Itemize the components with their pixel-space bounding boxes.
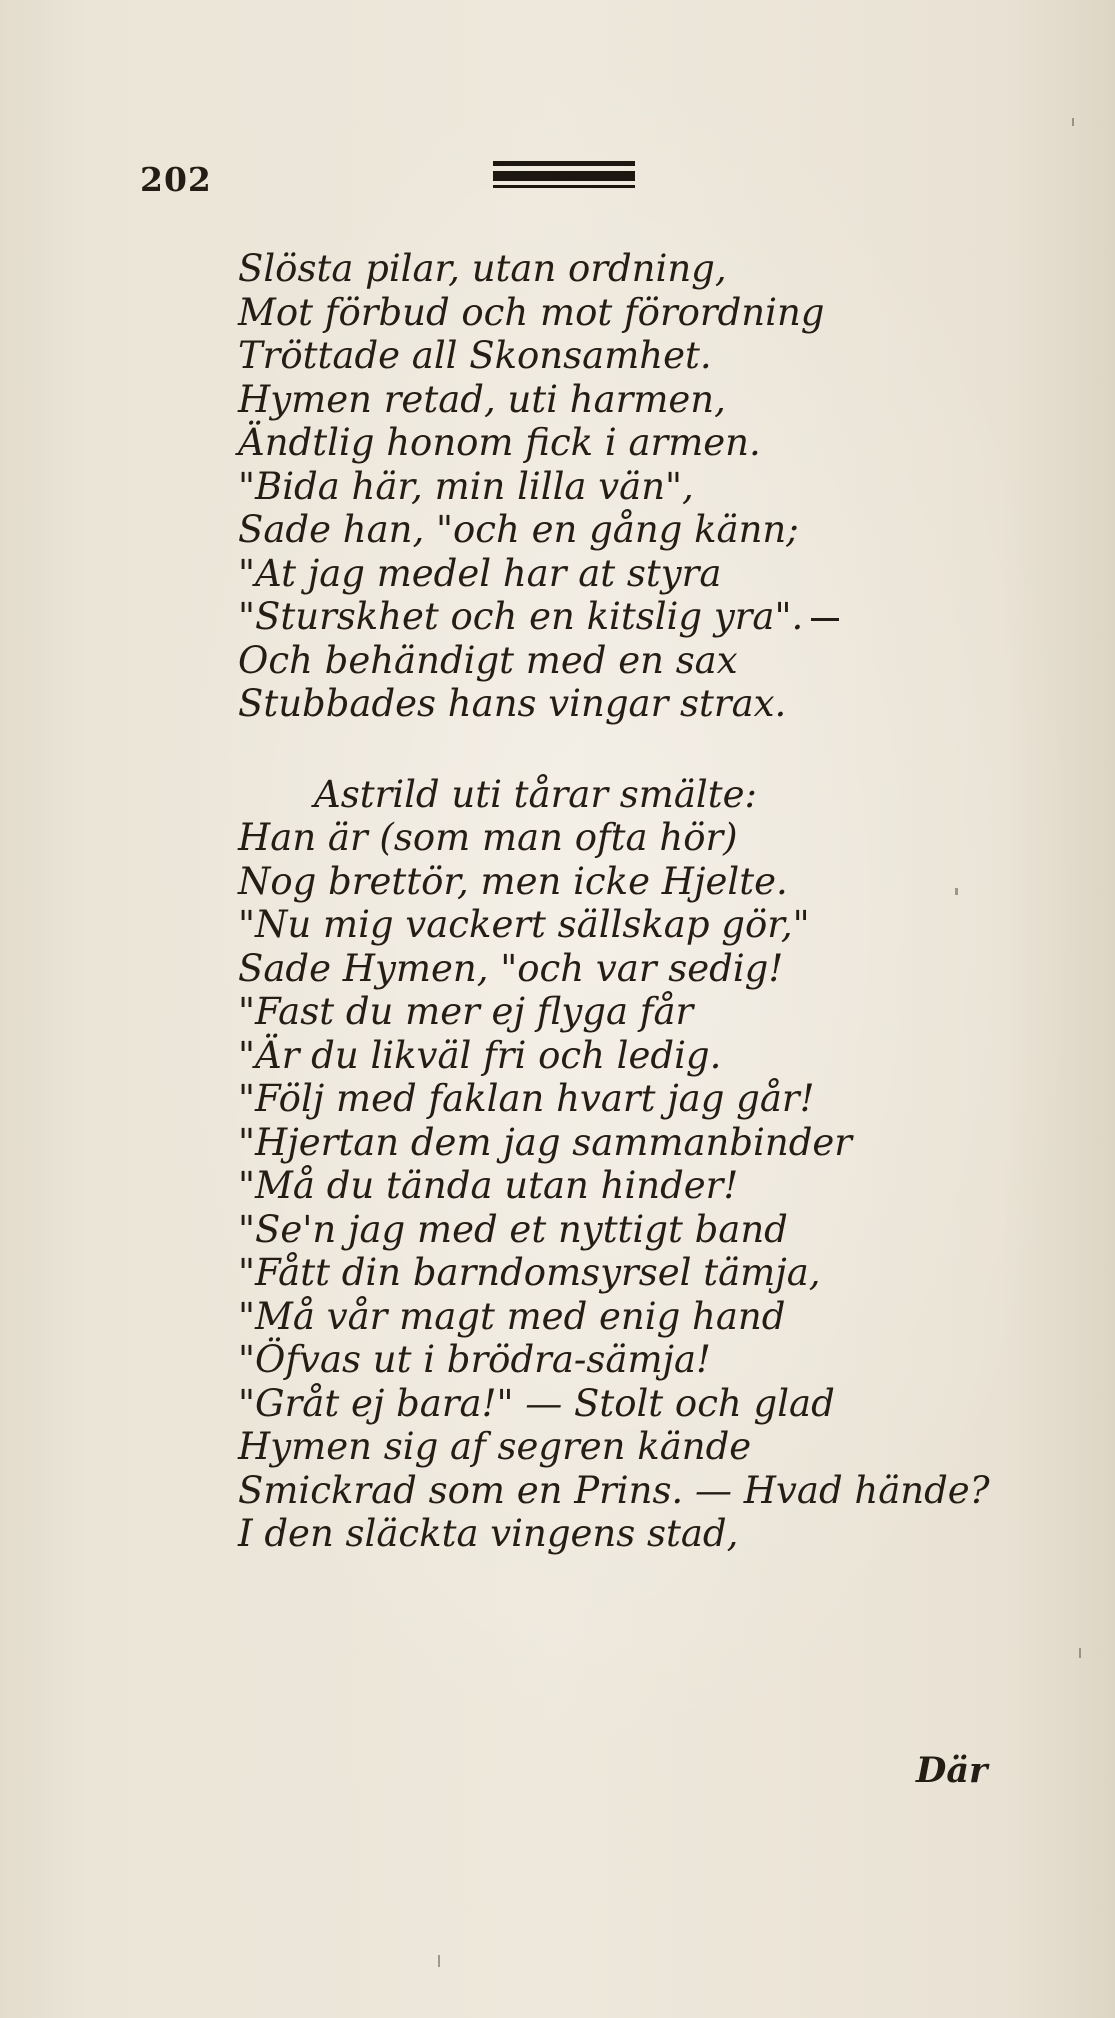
poem-line: "At jag medel har at styra (238, 551, 722, 595)
poem-line: "Hjertan dem jag sammanbinder (238, 1120, 852, 1164)
header-rule-middle (493, 171, 635, 181)
poem-line: Hymen sig af segren kände (238, 1425, 752, 1468)
poem-line: "Se'n jag med et nyttigt band (238, 1207, 788, 1251)
catchword: Där (916, 1750, 988, 1791)
poem-line: I den släckta vingens stad, (238, 1512, 739, 1555)
poem-line-indented: Astrild uti tårar smälte: (314, 772, 757, 816)
poem-line-text: "Sturskhet och en kitslig yra". (238, 595, 804, 638)
poem-line: Mot förbud och mot förordning (238, 290, 825, 334)
poem-stanza-2 (238, 773, 998, 1556)
poem (238, 247, 998, 1556)
header-rule-top (493, 161, 635, 166)
poem-line: "Är du likväl fri och ledig. (238, 1033, 722, 1077)
poem-line: Sade han, "och en gång känn; (238, 508, 799, 551)
poem-line-with-dash (238, 595, 998, 639)
poem-line: Sade Hymen, "och var sedig! (238, 946, 784, 990)
paper-speck (955, 888, 958, 895)
poem-line: Hymen retad, uti harmen, (238, 377, 726, 421)
poem-line: "Fått din barndomsyrsel tämja, (238, 1251, 821, 1294)
poem-line: "Nu mig vackert sällskap gör," (238, 903, 810, 946)
page-number: 202 (140, 160, 212, 199)
poem-line: "Fast du mer ej flyga får (238, 990, 694, 1033)
poem-line: Han är (som man ofta hör) (238, 816, 738, 859)
poem-line: Stubbades hans vingar strax. (238, 682, 787, 725)
dash-mark (811, 618, 839, 621)
header-rule (493, 161, 635, 189)
header-rule-bottom (493, 185, 635, 188)
poem-line: "Följ med faklan hvart jag går! (238, 1077, 815, 1120)
paper-speck (1079, 1648, 1081, 1658)
poem-line: "Gråt ej bara!" — Stolt och glad (238, 1381, 835, 1425)
poem-line: Ändtlig honom fick i armen. (238, 421, 761, 464)
paper-speck (438, 1955, 440, 1967)
poem-line: "Bida här, min lilla vän", (238, 464, 694, 508)
poem-line: "Öfvas ut i brödra-sämja! (238, 1338, 711, 1381)
poem-line: "Må du tända utan hinder! (238, 1164, 739, 1207)
poem-line: Slösta pilar, utan ordning, (238, 247, 727, 290)
poem-line: Nog brettör, men icke Hjelte. (238, 859, 788, 903)
poem-line: Och behändigt med en sax (238, 638, 738, 682)
poem-stanza-1 (238, 247, 998, 726)
poem-line: Tröttade all Skonsamhet. (238, 334, 712, 377)
paper-speck (1072, 118, 1074, 126)
poem-line: "Må vår magt med enig hand (238, 1294, 786, 1338)
poem-line: Smickrad som en Prins. — Hvad hände? (238, 1468, 990, 1512)
